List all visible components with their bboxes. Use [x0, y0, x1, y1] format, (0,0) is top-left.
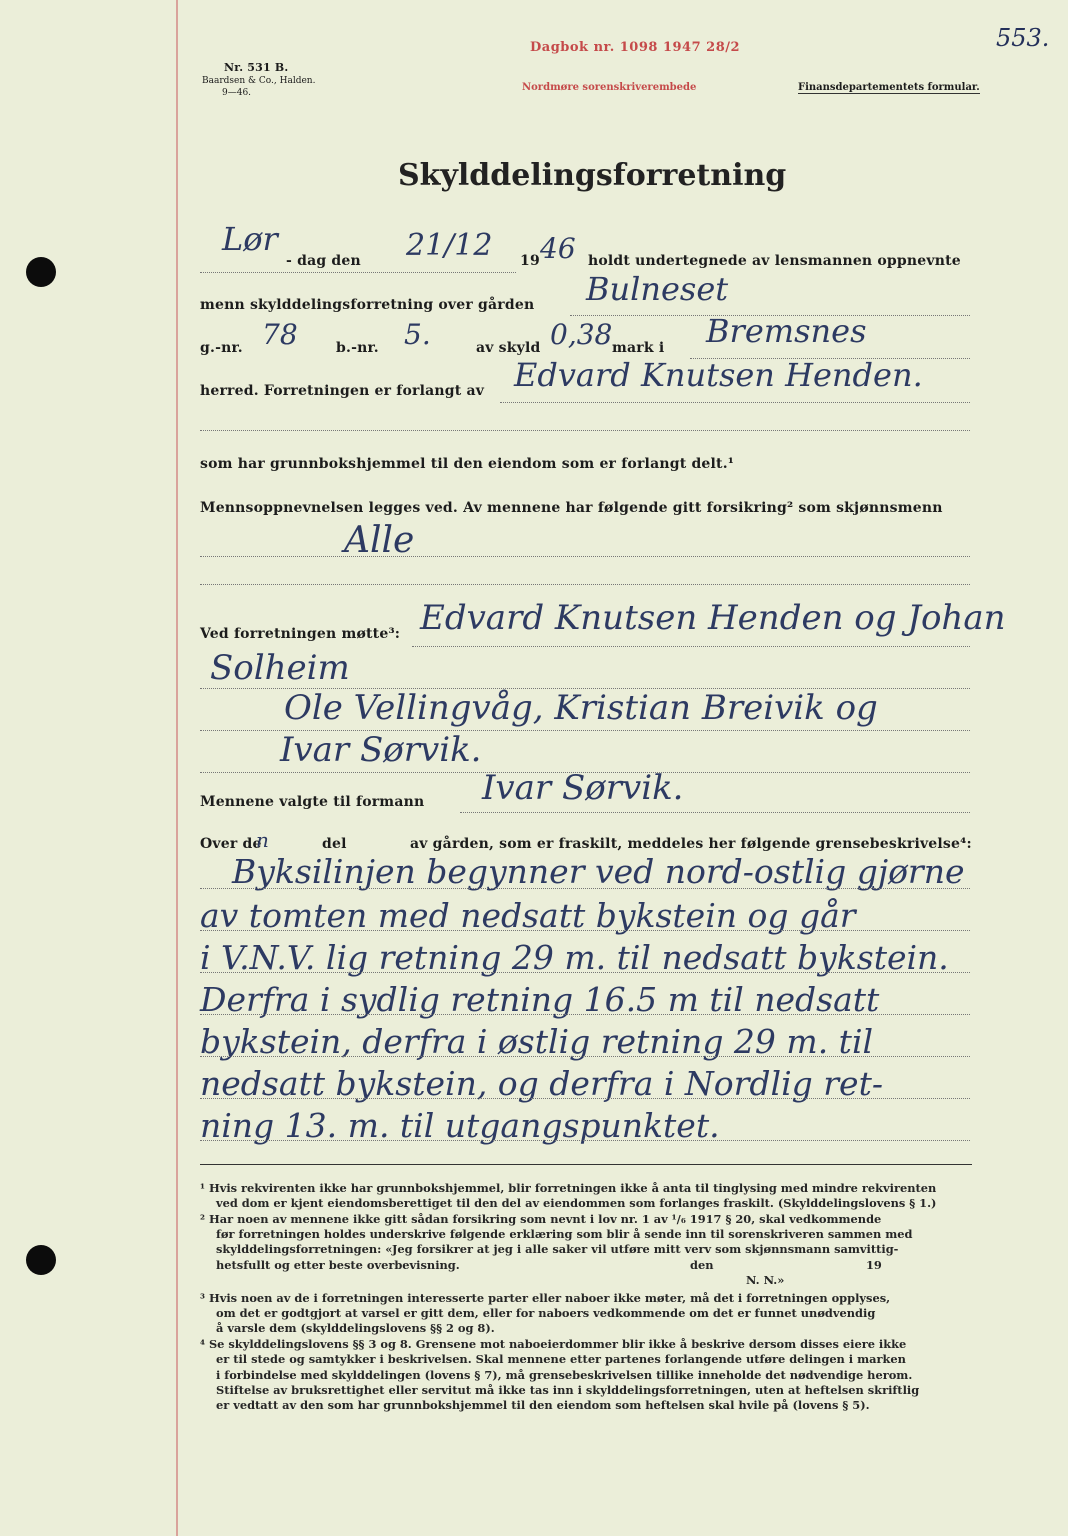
boundary-rule-6	[200, 1098, 970, 1099]
farm-label: menn skylddelingsforretning over gården	[200, 297, 535, 313]
line-1-rule	[200, 272, 516, 273]
footnote-2-line-1: ² Har noen av mennene ikke gitt sådan forsikring som nevnt i lov nr. 1 av ¹/₆ 1917 § 20, skal vedkommende	[200, 1212, 882, 1226]
requested-label: herred. Forretningen er forlangt av	[200, 383, 485, 399]
footnote-4-line-5: er vedtatt av den som har grunnbokshjemmel til den eiendom som heftelsen skal hvile på (lovens § 5).	[216, 1398, 870, 1412]
footnote-4-line-4: Stiftelse av bruksrettighet eller servitut må ikke tas inn i skylddelingsforretningen, uten at heftelsen skriftlig	[216, 1383, 920, 1397]
boundary-label-c: av gården, som er fraskilt, meddeles her følgende grensebeskrivelse⁴:	[410, 836, 972, 852]
boundary-rule-1	[200, 888, 970, 889]
footnote-1-line-1: ¹ Hvis rekvirenten ikke har grunnbokshjemmel, blir forretningen ikke å anta til tinglysing med mindre rekvirenten	[200, 1181, 937, 1195]
journal-stamp: Dagbok nr. 1098 1947 28/2	[530, 40, 741, 55]
skyld-label: av skyld	[476, 340, 541, 356]
present-rule-1	[412, 646, 970, 647]
boundary-line-2: av tomten med nedsatt bykstein og går	[200, 896, 856, 935]
court-stamp: Nordmøre sorenskriverembede	[522, 82, 697, 93]
punch-hole-bottom	[26, 1245, 56, 1275]
footnote-3-line-2: om det er godtgjort at varsel er gitt dem, eller for naboers vedkommende om det er funnet unødvendig	[216, 1306, 876, 1320]
footnote-4-line-3: i forbindelse med skylddelingen (lovens § 7), må grensebeskrivelsen tillike inneholde det nødvendige herom.	[216, 1368, 913, 1382]
oath-text: Mennsoppnevnelsen legges ved. Av mennene har følgende gitt forsikring² som skjønnsmenn	[200, 500, 943, 516]
blank-rule	[200, 430, 970, 431]
present-line-1: Edvard Knutsen Henden og Johan	[420, 598, 1006, 638]
present-rule-3	[200, 730, 970, 731]
date-value: 21/12	[406, 228, 493, 263]
footnote-2-line-3: skylddelingsforretningen: «Jeg forsikrer at jeg i alle saker vil utføre mitt verv som skjønnsmann samvittig-	[216, 1242, 899, 1256]
present-line-3: Ole Vellingvåg, Kristian Breivik og	[284, 688, 878, 728]
form-number: Nr. 531 B.	[224, 61, 289, 74]
boundary-rule-7	[200, 1140, 970, 1141]
boundary-rule-4	[200, 1014, 970, 1015]
ministry-label: Finansdepartementets formular.	[798, 82, 980, 93]
boundary-line-7: ning 13. m. til utgangspunktet.	[200, 1106, 720, 1145]
requested-by-value: Edvard Knutsen Henden.	[514, 356, 923, 394]
dag-den-label: - dag den	[286, 253, 361, 269]
chair-value: Ivar Sørvik.	[482, 768, 684, 808]
intro-continued: holdt undertegnede av lensmannen oppnevnte	[588, 253, 961, 269]
footnote-2-nn: N. N.»	[746, 1273, 785, 1287]
document-title: Skylddelingsforretning	[398, 158, 787, 193]
present-line-4: Ivar Sørvik.	[280, 730, 482, 770]
weekday-value: Lør	[222, 220, 278, 258]
footnote-4-line-2: er til stede og samtykker i beskrivelsen. Skal mennene etter partenes forlangende utføre delingen i marken	[216, 1352, 906, 1366]
boundary-rule-5	[200, 1056, 970, 1057]
chair-label: Mennene valgte til formann	[200, 794, 425, 810]
oath-names-value: Alle	[344, 520, 415, 561]
footnote-3-line-1: ³ Hvis noen av de i forretningen interesserte parter eller naboer ikke møter, må det i forretningen opplyses,	[200, 1291, 891, 1305]
boundary-label-hand: n	[256, 828, 269, 852]
footnote-3-line-3: å varsle dem (skylddelingslovens §§ 2 og 8).	[216, 1321, 495, 1335]
hjemmel-text: som har grunnbokshjemmel til den eiendom som er forlangt delt.¹	[200, 456, 735, 472]
boundary-label-b: del	[322, 836, 347, 852]
footnote-2-line-4: hetsfullt og etter beste overbevisning.	[216, 1258, 460, 1272]
year-value: 46	[540, 232, 576, 265]
present-line-2: Solheim	[210, 648, 350, 688]
present-rule-2	[200, 688, 970, 689]
municipality-value: Bremsnes	[706, 312, 867, 350]
boundary-line-5: bykstein, derfra i østlig retning 29 m. til	[200, 1022, 874, 1061]
footnote-1-line-2: ved dom er kjent eiendomsberettiget til den del av eiendommen som forlanges fraskilt. (Skylddelingslovens § 1.)	[216, 1196, 937, 1210]
page-number: 553.	[996, 24, 1050, 52]
margin-line	[176, 0, 178, 1536]
boundary-line-1: Byksilinjen begynner ved nord-ostlig gjørne	[232, 852, 965, 891]
boundary-rule-3	[200, 972, 970, 973]
chair-rule	[460, 812, 970, 813]
year-prefix: 19	[520, 253, 540, 269]
boundary-line-3: i V.N.V. lig retning 29 m. til nedsatt bykstein.	[200, 938, 949, 977]
footnote-2-line-2: før forretningen holdes underskrive følgende erklæring som blir å sende inn til sorenskriveren sammen med	[216, 1227, 913, 1241]
bnr-label: b.-nr.	[336, 340, 379, 356]
oath-rule	[200, 556, 970, 557]
mark-label: mark i	[612, 340, 665, 356]
bnr-value: 5.	[404, 318, 431, 351]
footnote-2-year: 19	[866, 1258, 882, 1272]
gnr-value: 78	[262, 318, 298, 351]
footnote-4-line-1: ⁴ Se skylddelingslovens §§ 3 og 8. Grensene mot naboeierdommer blir ikke å beskrive dersom disses eiere ikke	[200, 1337, 907, 1351]
gnr-label: g.-nr.	[200, 340, 243, 356]
farm-value: Bulneset	[586, 270, 729, 308]
footnote-2-den: den	[690, 1258, 714, 1272]
boundary-rule-2	[200, 930, 970, 931]
punch-hole-top	[26, 257, 56, 287]
requested-rule	[500, 402, 970, 403]
oath-rule-2	[200, 584, 970, 585]
boundary-line-4: Derfra i sydlig retning 16.5 m til nedsatt	[200, 980, 880, 1019]
present-label: Ved forretningen møtte³:	[200, 626, 401, 642]
printer-name: Baardsen & Co., Halden.	[202, 76, 316, 86]
skyld-value: 0,38	[550, 318, 613, 351]
boundary-label-a: Over de	[200, 836, 262, 852]
boundary-line-6: nedsatt bykstein, og derfra i Nordlig ret-	[200, 1064, 883, 1103]
print-date: 9—46.	[222, 88, 252, 98]
footnote-separator	[200, 1164, 972, 1165]
